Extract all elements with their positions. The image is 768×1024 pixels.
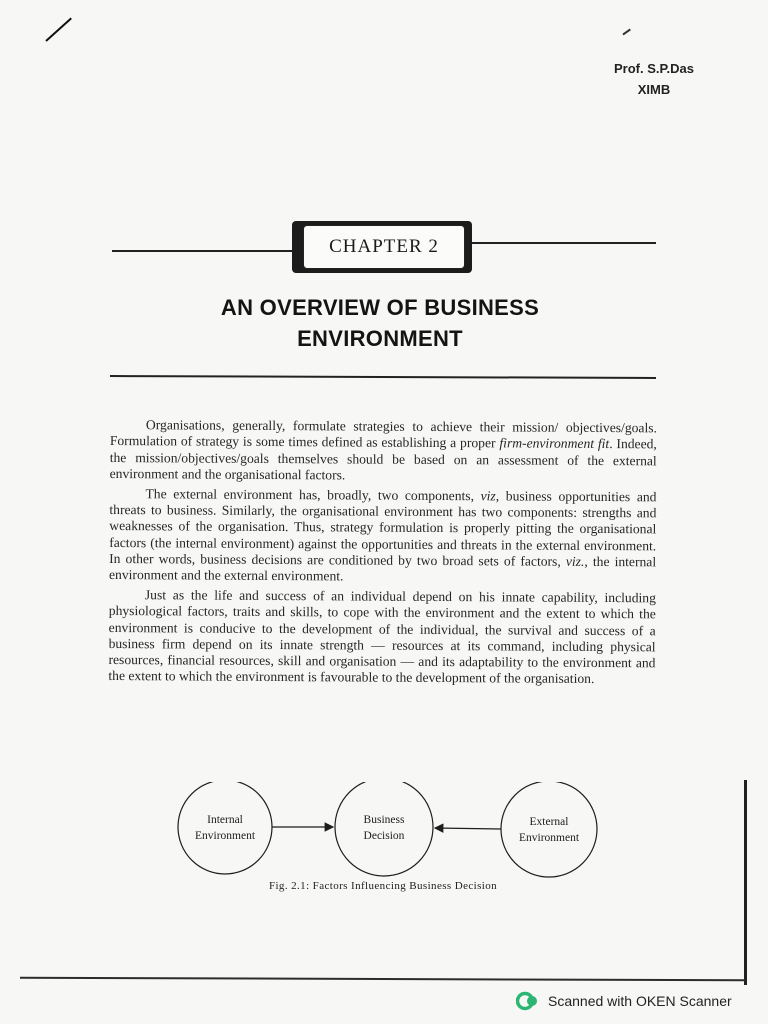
paragraph-2-emphasis-1: viz [480, 487, 496, 504]
scanner-footer-text: Scanned with OKEN Scanner [548, 993, 732, 1009]
chapter-title-line-1: AN OVERVIEW OF BUSINESS [220, 295, 540, 320]
business-decision-node [335, 782, 433, 876]
page-edge-right [744, 780, 747, 985]
internal-environment-node [178, 782, 272, 874]
internal-label-2: Environment [194, 830, 256, 842]
chapter-rule-right [466, 242, 656, 244]
external-to-decision-arrow [435, 828, 501, 829]
decision-label-1: Business [363, 814, 405, 826]
paragraph-2 [109, 486, 657, 587]
paragraph-3: Just as the life and success of an individual depend on his innate capability, including physiological factors, traits and skills, to cope with the environment and the extent to which the environment is conducive to the development of the individual, the survival and success of a business firm depend on its innate strength — resources at its command, including physical resources, financial resources, skill and organisation — and its adaptability to the environment and the extent to which the environment is favourable to the development of the organisation. [108, 587, 656, 687]
decision-label-2: Decision [363, 830, 405, 842]
external-label-2: Environment [518, 832, 580, 844]
chapter-label: CHAPTER 2 [329, 236, 439, 257]
pen-mark [45, 18, 72, 42]
paragraph-2-text-a: The external environment has, broadly, two components, [145, 485, 481, 503]
pen-tick [622, 29, 630, 35]
paragraph-1 [110, 417, 657, 486]
paragraph-1-text-b: . Indeed, the mission/objectives/goals themselves should be based on an assessment of the external environment and the organisational factors. [109, 436, 657, 483]
figure-caption: Fig. 2.1: Factors Influencing Business Decision [268, 880, 498, 892]
title-rule [110, 375, 656, 378]
body-text [108, 417, 657, 692]
external-environment-node [501, 782, 597, 877]
chapter-title [150, 292, 610, 354]
paragraph-2-text-c: , the internal environment and the external environment. [108, 553, 657, 584]
paragraph-2-text-b: , business opportunities and threats to business. Similarly, the organisational environment has two components: strengths and weaknesses of the organisation. Thus, strategy formulation is properly pitting the organisational factors (the internal environment) against the opportunities and threats in the external environment. In other words, business decisions are conditioned by two broad sets of factors, [109, 488, 657, 569]
chapter-rule-left [112, 250, 302, 252]
paragraph-1-text-a: Organisations, generally, formulate strategies to achieve their mission/ objectives/goals. Formulation of strategy is some times defined as establishing a proper [109, 417, 657, 451]
page-edge-bottom [20, 977, 745, 982]
author-name: Prof. S.P.Das [614, 61, 694, 76]
chapter-badge [303, 225, 465, 269]
external-label-1: External [529, 816, 569, 828]
scanner-footer [516, 988, 766, 1014]
author-institution: XIMB [637, 82, 671, 97]
oken-scanner-logo-icon [516, 991, 540, 1011]
author-block [580, 58, 720, 100]
paragraph-1-emphasis: firm-environment fit [499, 435, 610, 452]
paragraph-2-emphasis-2: viz. [565, 553, 585, 569]
internal-label-1: Internal [207, 814, 243, 826]
chapter-title-line-2: ENVIRONMENT [297, 326, 463, 351]
